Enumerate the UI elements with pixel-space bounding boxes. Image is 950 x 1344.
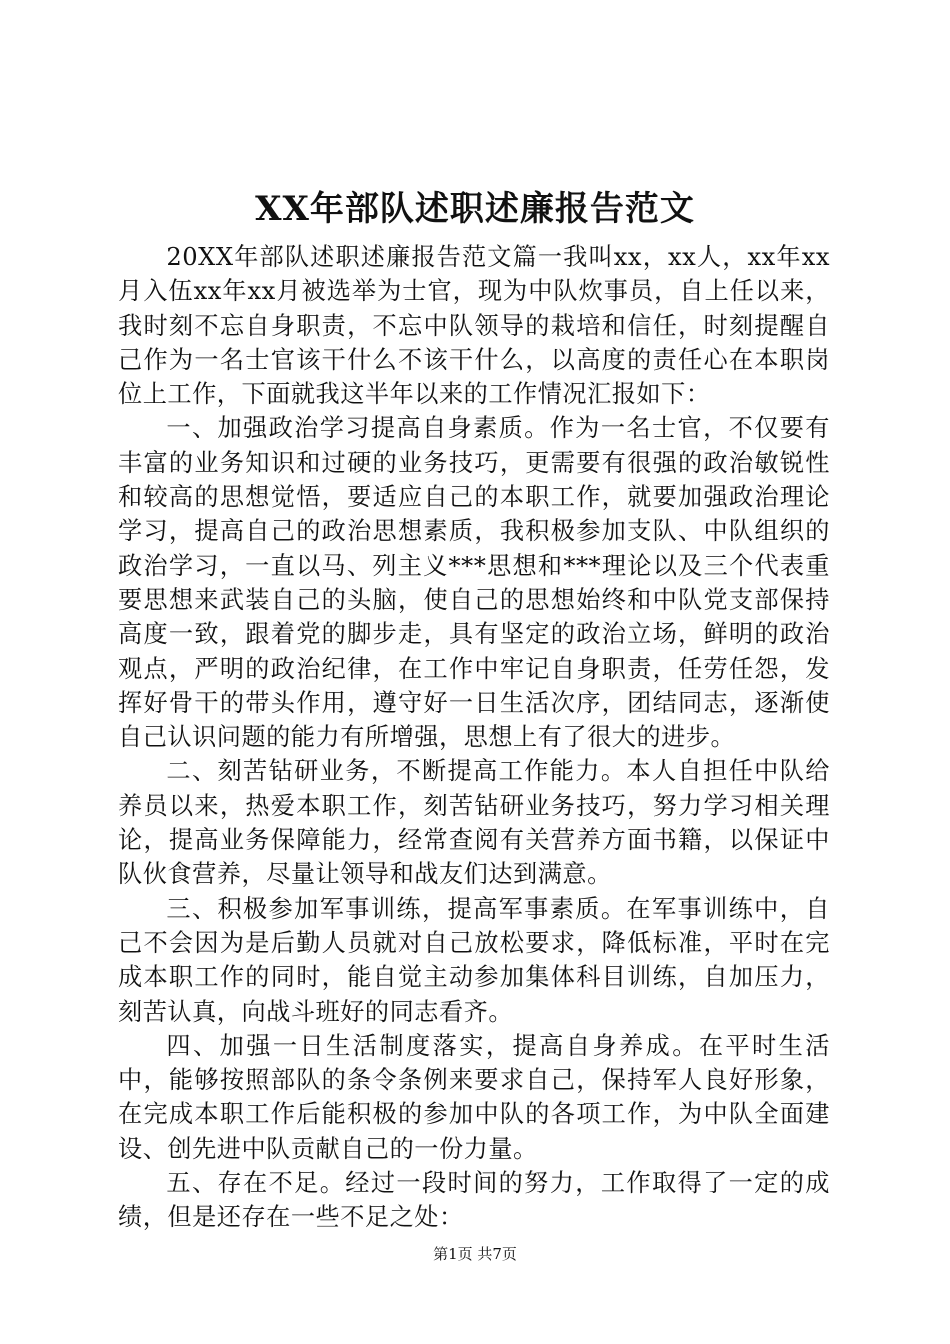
document-title: XX年部队述职述廉报告范文 (255, 189, 695, 229)
paragraph-section-4: 四、加强一日生活制度落实，提高自身养成。在平时生活中，能够按照部队的条令条例来要求自己，保持军人良好形象，在完成本职工作后能积极的参加中队的各项工作，为中队全面建设、创先进中队贡献自己的一份力量。 (118, 1031, 830, 1163)
paragraph-section-1: 一、加强政治学习提高自身素质。作为一名士官，不仅要有丰富的业务知识和过硬的业务技巧，更需要有很强的政治敏锐性和较高的思想觉悟，要适应自己的本职工作，就要加强政治理论学习，提高自己的政治思想素质，我积极参加支队、中队组织的政治学习，一直以马、列主义***思想和***理论以及三个代表重要思想来武装自己的头脑，使自己的思想始终和中队党支部保持高度一致，跟着党的脚步走，具有坚定的政治立场，鲜明的政治观点，严明的政治纪律，在工作中牢记自身职责，任劳任怨，发挥好骨干的带头作用，遵守好一日生活次序，团结同志，逐渐使自己认识问题的能力有所增强，思想上有了很大的进步。 (118, 414, 830, 752)
document-body (118, 240, 830, 1235)
paragraph-section-2: 二、刻苦钻研业务，不断提高工作能力。本人自担任中队给养员以来，热爱本职工作，刻苦钻研业务技巧，努力学习相关理论，提高业务保障能力，经常查阅有关营养方面书籍，以保证中队伙食营养，尽量让领导和战友们达到满意。 (118, 757, 830, 889)
paragraph-intro: 20XX年部队述职述廉报告范文篇一我叫xx，xx人，xx年xx月入伍xx年xx月被选举为士官，现为中队炊事员，自上任以来，我时刻不忘自身职责，不忘中队领导的栽培和信任，时刻提醒自己作为一名士官该干什么不该干什么，以高度的责任心在本职岗位上工作，下面就我这半年以来的工作情况汇报如下： (118, 243, 830, 409)
paragraph-section-5: 五、存在不足。经过一段时间的努力，工作取得了一定的成绩，但是还存在一些不足之处： (118, 1169, 830, 1232)
paragraph-section-3: 三、积极参加军事训练，提高军事素质。在军事训练中，自己不会因为是后勤人员就对自己放松要求，降低标准，平时在完成本职工作的同时，能自觉主动参加集体科目训练，自加压力，刻苦认真，向战斗班好的同志看齐。 (118, 894, 830, 1026)
page-number-footer: 第1页 共7页 (433, 1245, 517, 1263)
